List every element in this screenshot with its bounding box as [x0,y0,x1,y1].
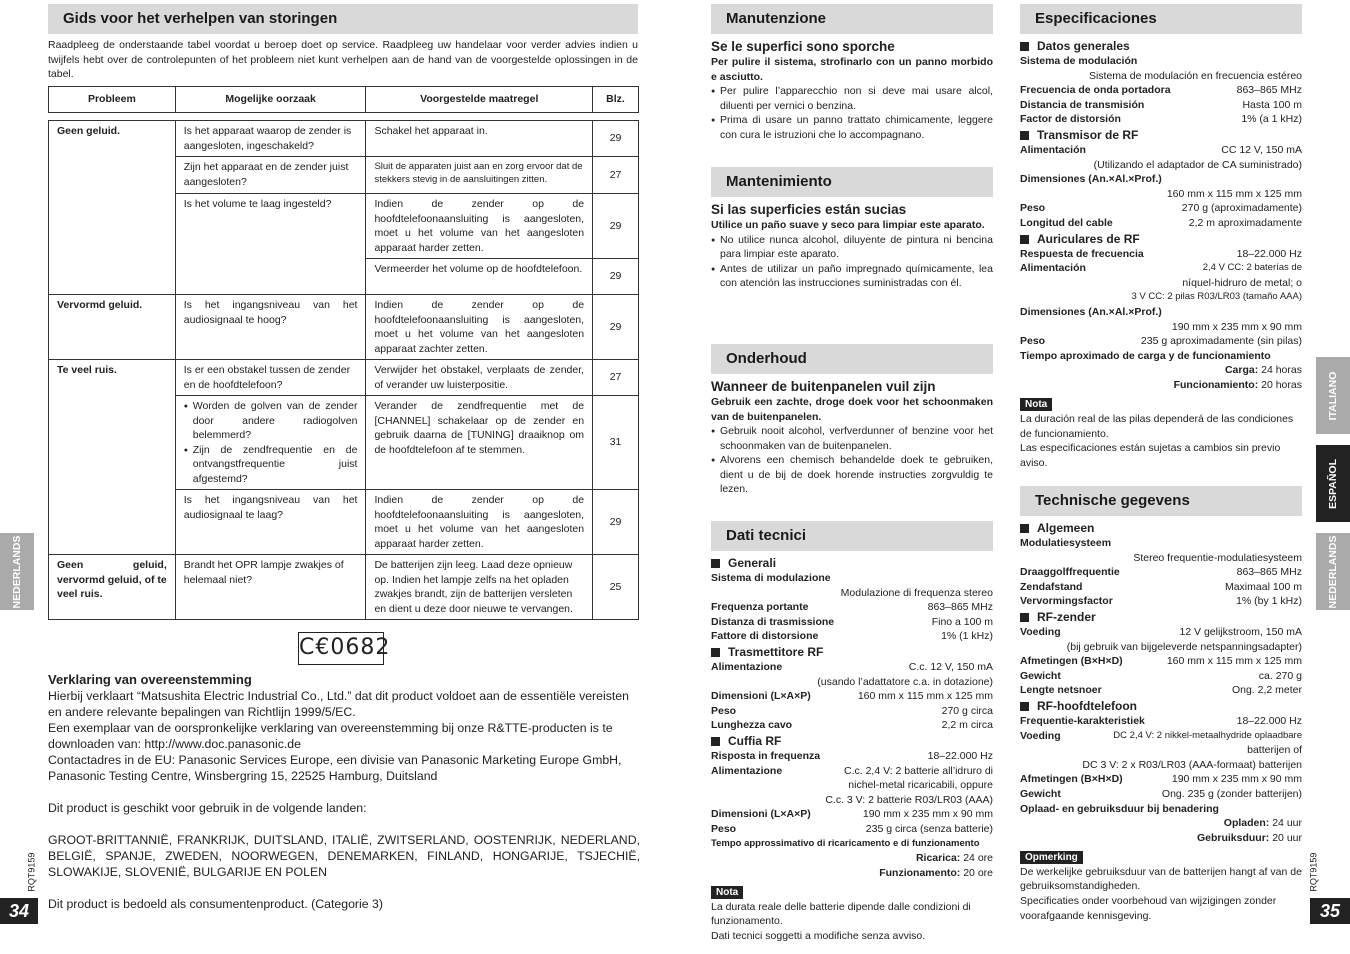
list-item: ● Antes de utilizar un paño impregnado químicamente, lea con atención las instrucciones suministradas con él. [711,262,993,291]
spec-label: Tiempo aproximado de carga y de funcionamiento [1020,349,1271,362]
spec-section-title: Transmisor de RF [1037,127,1139,142]
tab-label: NEDERLANDS [10,535,23,608]
spec-label: Sistema de modulación [1020,55,1138,67]
note-text: Dati tecnici soggetti a modifiche senza avviso. [711,930,926,943]
action-cell: Indien de zender op de hoofdtelefoonaansluiting is aangesloten, moet u het volume van het aangesloten apparaat harder zetten. [366,194,593,259]
cause-cell [175,396,366,490]
nl-maintenance-body [711,395,993,497]
spec-row: Voeding DC 2,4 V: 2 nikkel-metaalhydride oplaadbare [1020,729,1302,742]
note-text: La duración real de las pilas dependerá de las condiciones de funcionamiento. [1020,413,1294,440]
spec-row: Peso 235 g circa (senza batterie) [711,822,993,835]
page-number-right: 35 [1310,898,1350,924]
table-row [49,295,639,360]
page-cell: 29 [593,490,639,555]
troubleshooting-table-header [48,86,639,113]
spec-value: Funcionamiento: 20 horas [1173,378,1302,391]
troubleshooting-intro: Raadpleeg de onderstaande tabel voordat u beroep doet op service. Raadpleeg uw handelaar voor verder advies indien u twijfels hebt over de controlepunten of het probleem niet kunt verhelpen aan de hand van de voorgestelde oplossingen in de tabel. [48,39,638,80]
it-maintenance-subtitle: Se le superfici sono sporche [711,39,895,54]
col-action: Voorgestelde maatregel [366,87,593,113]
cause-bullet: ● Worden de golven van de zender door andere radiogolven belemmerd? [184,399,358,443]
col-page: Blz. [593,87,639,113]
action-cell: Indien de zender op de hoofdtelefoonaansluiting is aangesloten, moet u het volume van het aangesloten apparaat zachter zetten. [366,295,593,360]
action-cell: De batterijen zijn leeg. Laad deze opnieuw op. Indien het lampje zelfs na het opladen zwakjes brandt, zijn de batterijen versleten en dient u deze door nieuwe te vervangen. [366,555,593,620]
list-item: ● Gebruik nooit alcohol, verfverdunner of benzine voor het schoonmaken van de buitenpanelen. [711,424,993,453]
spec-row: Peso 270 g circa [711,704,993,717]
es-maintenance-body [711,218,993,291]
action-cell: Sluit de apparaten juist aan en zorg ervoor dat de stekkers stevig in de aansluitingen zitten. [366,157,593,194]
es-maintenance-lead: Utilice un paño suave y seco para limpiar este aparato. [711,219,985,231]
es-maintenance-subtitle: Si las superficies están sucias [711,202,907,217]
spec-value: níquel-hidruro de metal; o [1182,276,1302,289]
spec-row: Gewicht Ong. 235 g (zonder batterijen) [1020,787,1302,800]
cause-cell: Is het ingangsniveau van het audiosignaal te laag? [175,490,366,555]
list-item: ● No utilice nunca alcohol, diluyente de pintura ni bencina para limpiar este aparato. [711,233,993,262]
countries-intro: Dit product is geschikt voor gebruik in de volgende landen: [48,801,367,815]
spec-section-title: Cuffia RF [728,733,782,748]
table-row [49,555,639,620]
spec-section-title: RF-zender [1037,609,1096,624]
spec-value: Carga: 24 horas [1224,364,1302,377]
it-maintenance-body [711,55,993,142]
doc-code-right: RQT9159 [1308,852,1319,892]
spec-row: Dimensioni (L×A×P) 160 mm x 115 mm x 125 mm [711,690,993,703]
spec-value: Gebruiksduur: 20 uur [1196,831,1302,844]
spec-row: Lunghezza cavo 2,2 m circa [711,719,993,732]
spec-row: Gewicht ca. 270 g [1020,669,1302,682]
table-row [49,121,639,157]
cause-cell: Brandt het OPR lampje zwakjes of helemaal niet? [175,555,366,620]
spec-section-title: RF-hoofdtelefoon [1037,698,1137,713]
troubleshooting-table [48,120,639,620]
spec-value: Funzionamento: 20 ore [879,866,993,879]
action-cell: Indien de zender op de hoofdtelefoonaansluiting is aangesloten, moet u het volume van het aangesloten apparaat harder zetten. [366,490,593,555]
countries-list: GROOT-BRITTANNIË, FRANKRIJK, DUITSLAND, ITALIË, ZWITSERLAND, OOSTENRIJK, NEDERLAND, BELGIË, SPANJE, ZWEDEN, NOORWEGEN, DENEMARKEN, FINLAND, HONGARIJE, TSJECHIË, SLOWAKIJE, SLOVENIË, BULGARIJE EN POLEN [48,833,640,879]
spec-value: Ricarica: 24 ore [915,852,993,865]
note-text: Specificaties onder voorbehoud van wijzigingen zonder voorafgaande kennisgeving. [1020,895,1277,922]
nl-maintenance-subtitle: Wanneer de buitenpanelen vuil zijn [711,379,936,394]
spec-row: Voeding 12 V gelijkstroom, 150 mA [1020,625,1302,638]
problem-cell: Geen geluid, vervormd geluid, of te veel ruis. [49,555,176,620]
spec-label: Dimensiones (An.×Al.×Prof.) [1020,305,1162,318]
declaration-para: Hierbij verklaart “Matsushita Electric Industrial Co., Ltd.” dat dit product voldoet aan de essentiële vereisten en andere relevante bepalingen van Richtlijn 1999/5/EC. [48,689,629,719]
page-number-left: 34 [0,898,38,924]
problem-cell: Vervormd geluid. [49,295,176,360]
spec-row: Dimensioni (L×A×P) 190 mm x 235 mm x 90 mm [711,808,993,821]
spec-row: Alimentación CC 12 V, 150 mA [1020,143,1302,156]
spec-row: Risposta in frequenza 18–22.000 Hz [711,749,993,762]
note-badge: Opmerking [1020,851,1083,864]
spec-row: Distanza di trasmissione Fino a 100 m [711,615,993,628]
spec-value: Sistema de modulación en frecuencia estéreo [1088,69,1302,82]
spec-row: Zendafstand Maximaal 100 m [1020,580,1302,593]
spec-value: (Utilizando el adaptador de CA suministrado) [1093,158,1302,171]
page-cell: 29 [593,295,639,360]
cause-bullet: ● Zijn de zendfrequentie en de ontvangstfrequentie juist afgestemd? [184,443,358,487]
page-cell: 27 [593,157,639,194]
troubleshooting-heading: Gids voor het verhelpen van storingen [48,4,638,34]
it-maintenance-lead: Per pulire il sistema, strofinarlo con un panno morbido e asciutto. [711,56,993,83]
it-specs [711,555,993,944]
problem-cell: Geen geluid. [49,121,176,295]
cause-cell: Is het ingangsniveau van het audiosignaal te hoog? [175,295,366,360]
spec-section [1020,699,1302,714]
spec-row: Frecuencia de onda portadora 863–865 MHz [1020,84,1302,97]
spec-row: Afmetingen (B×H×D) 160 mm x 115 mm x 125 mm [1020,655,1302,668]
spec-section-title: Trasmettitore RF [728,644,824,659]
list-item: ● Alvorens een chemisch behandelde doek te gebruiken, dient u de bij de doek horende instructies zorgvuldig te lezen. [711,453,993,497]
page-cell: 25 [593,555,639,620]
spec-section [1020,521,1302,536]
spec-section [1020,128,1302,143]
tab-nederlands-left[interactable] [0,533,34,610]
es-specs-heading: Especificaciones [1020,4,1302,34]
action-cell: Schakel het apparaat in. [366,121,593,157]
cause-cell: Is het apparaat waarop de zender is aangesloten, ingeschakeld? [175,121,366,157]
spec-value: DC 3 V: 2 x R03/LR03 (AAA-formaat) batterijen [1082,758,1302,771]
nl-specs-heading: Technische gegevens [1020,486,1302,516]
spec-value: nichel-metal ricaricabili, oppure [848,779,993,792]
spec-row: Peso 235 g aproximadamente (sin pilas) [1020,335,1302,348]
spec-section [711,645,993,660]
spec-value: (bij gebruik van bijgeleverde netspanningsadapter) [1066,640,1302,653]
note-badge: Nota [711,886,743,899]
spec-row: Draaggolffrequentie 863–865 MHz [1020,566,1302,579]
spec-value: (usando l’adattatore c.a. in dotazione) [817,675,993,688]
spec-value: 3 V CC: 2 pilas R03/LR03 (tamaño AAA) [1131,291,1302,303]
action-cell: Vermeerder het volume op de hoofdtelefoon. [366,259,593,295]
spec-label: Tempo approssimativo di ricaricamento e di funzionamento [711,837,980,849]
spec-row: Alimentación 2,4 V CC: 2 baterías de [1020,262,1302,275]
spec-section [1020,610,1302,625]
spec-value: Opladen: 24 uur [1223,817,1302,830]
es-specs [1020,38,1302,470]
declaration-body [48,688,640,912]
es-maintenance-heading: Mantenimiento [711,167,993,197]
spec-section [1020,39,1302,54]
note-badge: Nota [1020,398,1052,411]
declaration-para: Een exemplaar van de oorspronkelijke verklaring van overeenstemming bij onze R&TTE-producten is te downloaden van: http://www.doc.panasonic.de [48,721,613,751]
tab-italiano[interactable] [1316,357,1350,434]
table-row [49,360,639,396]
doc-code-left: RQT9159 [26,852,37,892]
spec-section [1020,232,1302,247]
spec-row: Distancia de transmisión Hasta 100 m [1020,98,1302,111]
spec-row: Afmetingen (B×H×D) 190 mm x 235 mm x 90 mm [1020,773,1302,786]
page-cell: 29 [593,259,639,295]
nl-maintenance-lead: Gebruik een zachte, droge doek voor het schoonmaken van de buitenpanelen. [711,396,993,423]
spec-row: Alimentazione C.c. 12 V, 150 mA [711,660,993,673]
list-item: ● Per pulire l’apparecchio non si deve mai usare alcol, diluenti per vernici o benzina. [711,84,993,113]
spec-row: Peso 270 g (aproximadamente) [1020,202,1302,215]
spec-label: Sistema di modulazione [711,572,831,584]
spec-value: Stereo frequentie-modulatiesysteem [1133,551,1302,564]
tab-nederlands-right[interactable] [1316,533,1350,610]
page-cell: 29 [593,194,639,259]
note-text: De werkelijke gebruiksduur van de batterijen hangt af van de gebruiksomstandigheden. [1020,865,1302,893]
ce-mark-logo: C€0682 [298,632,384,665]
tab-label: ITALIANO [1326,371,1339,420]
cause-cell: Zijn het apparaat en de zender juist aangesloten? [175,157,366,194]
it-maintenance-heading: Manutenzione [711,4,993,34]
nl-maintenance-heading: Onderhoud [711,344,993,374]
spec-row: Respuesta de frecuencia 18–22.000 Hz [1020,247,1302,260]
page-cell: 27 [593,360,639,396]
tab-label: ESPAÑOL [1326,458,1339,509]
list-item: ● Prima di usare un panno trattato chimicamente, leggere con cura le istruzioni che lo accompagnano. [711,113,993,142]
it-specs-heading: Dati tecnici [711,521,993,551]
tab-label: NEDERLANDS [1326,535,1339,608]
tab-espanol[interactable] [1316,445,1350,522]
col-problem: Probleem [49,87,176,113]
consumer-note: Dit product is bedoeld als consumentenproduct. (Categorie 3) [48,897,383,911]
spec-section-title: Auriculares de RF [1037,231,1140,246]
spec-label: Oplaad- en gebruiksduur bij benadering [1020,802,1219,815]
spec-section-title: Algemeen [1037,521,1095,535]
note-text: Las especificaciones están sujetas a cambios sin previo aviso. [1020,442,1281,469]
cause-cell: Is het volume te laag ingesteld? [175,194,366,295]
spec-row: Fattore di distorsione 1% (1 kHz) [711,630,993,643]
page-cell: 29 [593,121,639,157]
spec-row: Alimentazione C.c. 2,4 V: 2 batterie all’idruro di [711,764,993,777]
nl-specs [1020,520,1302,923]
spec-value: 160 mm x 115 mm x 125 mm [1166,187,1302,200]
spec-row: Factor de distorsión 1% (a 1 kHz) [1020,113,1302,126]
spec-row: Vervormingsfactor 1% (by 1 kHz) [1020,595,1302,608]
declaration-para: Contactadres in de EU: Panasonic Services Europe, een divisie van Panasonic Marketing Europe GmbH, Panasonic Testing Centre, Winsbergring 15, 22525 Hamburg, Duitsland [48,753,622,783]
spec-row: Frequentie-karakteristiek 18–22.000 Hz [1020,714,1302,727]
declaration-heading: Verklaring van overeenstemming [48,672,252,687]
spec-value: C.c. 3 V: 2 batterie R03/LR03 (AAA) [825,793,993,806]
note-text: La durata reale delle batterie dipende dalle condizioni di funzionamento. [711,900,971,928]
cause-cell: Is er een obstakel tussen de zender en de hoofdtelefoon? [175,360,366,396]
action-cell: Verander de zendfrequentie met de [CHANNEL] schakelaar op de zender en gebruik daarna de [TUNING] draaiknop om de hoofdtelefoon af te stemmen. [366,396,593,490]
spec-section-title: Datos generales [1037,39,1130,53]
spec-row: Lengte netsnoer Ong. 2,2 meter [1020,684,1302,697]
spec-value: batterijen of [1247,744,1302,757]
action-cell: Verwijder het obstakel, verplaats de zender, of verander uw luisterpositie. [366,360,593,396]
col-cause: Mogelijke oorzaak [175,87,366,113]
problem-cell: Te veel ruis. [49,360,176,555]
spec-label: Dimensiones (An.×Al.×Prof.) [1020,173,1162,186]
spec-value: Modulazione di frequenza stereo [840,586,993,599]
spec-section [711,556,993,571]
spec-label: Modulatiesysteem [1020,537,1112,549]
page-cell: 31 [593,396,639,490]
spec-value: 190 mm x 235 mm x 90 mm [1171,320,1302,333]
spec-row: Longitud del cable 2,2 m aproximadamente [1020,216,1302,229]
spec-section-title: Generali [728,556,777,570]
spec-row: Frequenza portante 863–865 MHz [711,601,993,614]
spec-section [711,734,993,749]
